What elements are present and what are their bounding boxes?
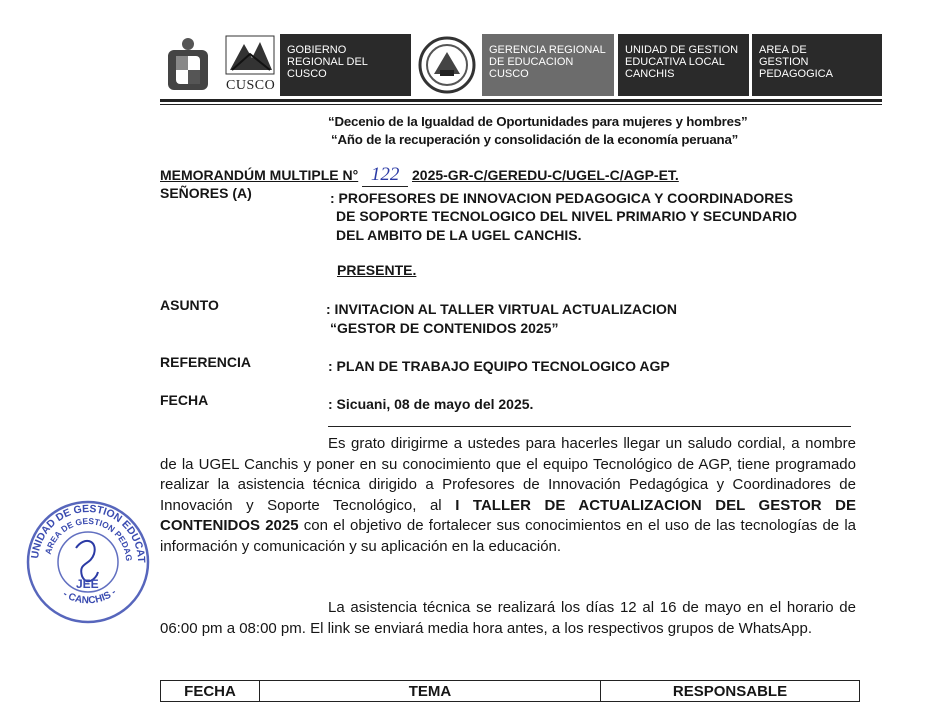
memo-title-suffix: 2025-GR-C/GEREDU-C/UGEL-C/AGP-ET. xyxy=(412,167,679,183)
body-paragraph-1 xyxy=(160,434,856,557)
gobierno-regional-label: GOBIERNO REGIONAL DEL CUSCO xyxy=(287,44,368,80)
schedule-table xyxy=(160,680,860,702)
ugel-canchis-box xyxy=(618,34,749,96)
asunto-line-1: : INVITACION AL TALLER VIRTUAL ACTUALIZACION xyxy=(326,301,678,317)
memo-title-prefix: MEMORANDÚM MULTIPLE N° xyxy=(160,167,359,183)
peru-coat-of-arms-logo xyxy=(162,34,214,96)
fecha-value: : Sicuani, 08 de mayo del 2025. xyxy=(328,396,534,412)
table-header-responsable: RESPONSABLE xyxy=(601,681,860,702)
senores-line-1: : PROFESORES DE INNOVACION PEDAGOGICA Y COORDINADORES xyxy=(330,190,794,206)
decenio-subtitle: “Decenio de la Igualdad de Oportunidades para mujeres y hombres” xyxy=(328,114,748,129)
body-paragraph-2 xyxy=(160,598,856,639)
stamp-outer-text: UNIDAD DE GESTION EDUCAT xyxy=(29,502,148,564)
memo-number-handwritten: 122 xyxy=(362,164,408,187)
area-gestion-label: AREA DE GESTION PEDAGOGICA xyxy=(759,44,833,80)
gerencia-education-seal-logo xyxy=(414,34,480,96)
ugel-canchis-label: UNIDAD DE GESTION EDUCATIVA LOCAL CANCHIS xyxy=(625,44,739,80)
senores-label: SEÑORES (A) xyxy=(160,185,252,201)
ano-subtitle: “Año de la recuperación y consolidación de la economía peruana” xyxy=(331,132,739,147)
area-gestion-box xyxy=(752,34,882,96)
gerencia-regional-box xyxy=(482,34,614,96)
p2-text: La asistencia técnica se realizará los días 12 al 16 de mayo en el horario de 06:00 pm a 08:00 pm. El link se enviará media hora antes, a los respectivos grupos de WhatsApp. xyxy=(160,599,856,637)
gobierno-regional-box xyxy=(280,34,411,96)
cusco-regional-logo xyxy=(222,34,278,96)
asunto-line-2: “GESTOR DE CONTENIDOS 2025” xyxy=(330,320,559,336)
p1-start: Es grato dirigirme a ustedes para hacerles llegar un saludo cordial, a nombre de la UGEL Canchis y poner en su conocimiento que el equipo Tecnológico de AGP, tiene programado realizar la asistencia técnica dirigido a Profesores de Innovación Pedagógica y Coordinadores de Innovación y Soporte Tecnológico, al xyxy=(160,435,856,514)
p1-end: con el objetivo de fortalecer sus conocimientos en el uso de las tecnologías de la información y comunicación y su aplicación en la educación. xyxy=(160,517,856,555)
referencia-value: : PLAN DE TRABAJO EQUIPO TECNOLOGICO AGP xyxy=(328,358,670,374)
table-header-row xyxy=(161,681,860,702)
header-rule-thick xyxy=(160,99,882,102)
table-header-fecha: FECHA xyxy=(161,681,260,702)
senores-line-2: DE SOPORTE TECNOLOGICO DEL NIVEL PRIMARIO Y SECUNDARIO xyxy=(336,208,798,224)
ugel-stamp xyxy=(24,496,152,628)
senores-line-3: DEL AMBITO DE LA UGEL CANCHIS. xyxy=(336,227,582,243)
gerencia-regional-label: GERENCIA REGIONAL DE EDUCACION CUSCO xyxy=(489,44,606,80)
asunto-label: ASUNTO xyxy=(160,297,219,313)
table-header-tema: TEMA xyxy=(260,681,601,702)
memo-header-divider xyxy=(328,426,851,427)
cusco-logo-text: CUSCO xyxy=(226,78,276,93)
fecha-label: FECHA xyxy=(160,392,209,408)
header-rule-thin xyxy=(160,104,882,105)
stamp-inner-text: AREA DE GESTION PEDAG xyxy=(42,515,135,562)
stamp-bottom-text: - CANCHIS - xyxy=(60,586,119,607)
memo-title xyxy=(160,164,679,187)
stamp-initials: JEE xyxy=(76,577,99,591)
referencia-label: REFERENCIA xyxy=(160,354,252,370)
presente-label: PRESENTE. xyxy=(337,262,417,278)
p1-bold: I TALLER DE ACTUALIZACION DEL GESTOR DE CONTENIDOS 2025 xyxy=(160,496,856,534)
